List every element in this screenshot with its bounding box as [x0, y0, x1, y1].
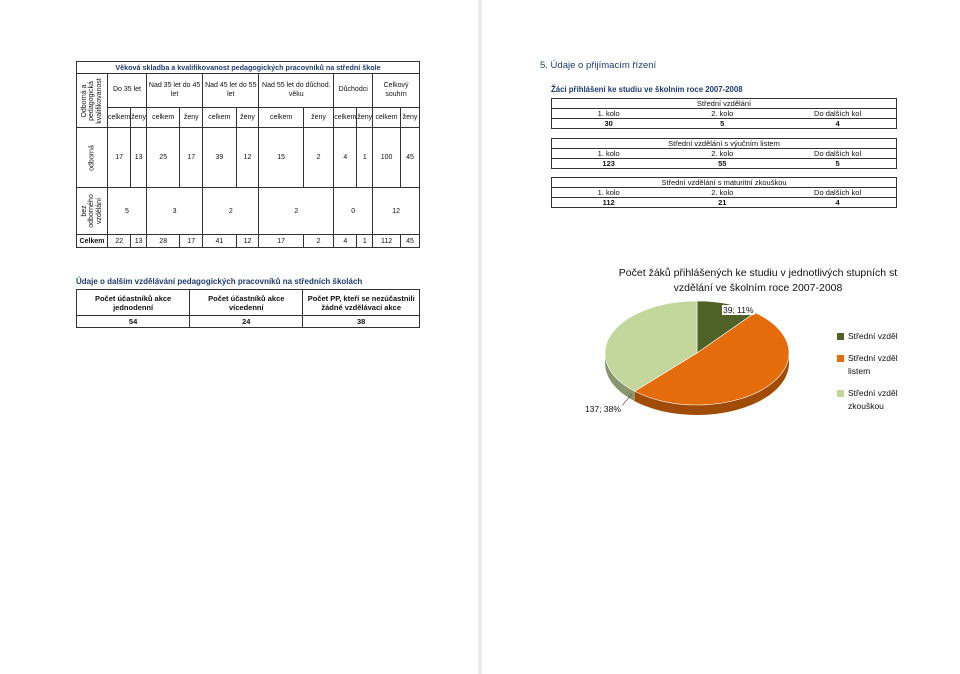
legend-label: Střední vzděl zkouškou — [848, 388, 898, 411]
table-cell: 13 — [131, 235, 147, 248]
sub-header: celkem — [373, 108, 401, 128]
table-cell: 5 — [665, 119, 779, 129]
legend-item — [837, 352, 908, 378]
sub-header: celkem — [108, 108, 131, 128]
table-cell: 5 — [779, 159, 896, 169]
table-cell: 123 — [552, 159, 666, 169]
table-cell: 2 — [303, 235, 333, 248]
table-cell: 17 — [259, 235, 303, 248]
training-table-title: Údaje o dalším vzdělávání pedagogických pracovníků na středních školách — [76, 277, 363, 286]
column-header: Do dalších kol — [779, 188, 896, 198]
table-cell: 2 — [203, 188, 259, 235]
table-cell: 12 — [373, 188, 420, 235]
row-label: odborná — [77, 128, 108, 188]
table-cell: 28 — [146, 235, 179, 248]
column-header: Nad 55 let do důchod. věku — [259, 74, 334, 108]
column-header: Nad 35 let do 45 let — [146, 74, 202, 108]
legend-item — [837, 387, 908, 413]
table-cell: 21 — [665, 198, 779, 208]
table-cell: 4 — [334, 128, 357, 188]
table-cell: 45 — [400, 235, 419, 248]
table-cell: 0 — [334, 188, 373, 235]
table-cell: 1 — [357, 128, 373, 188]
table-cell: 12 — [236, 128, 259, 188]
column-header: 2. kolo — [665, 109, 779, 119]
sub-header: celkem — [259, 108, 303, 128]
table-cell: 24 — [190, 316, 303, 328]
column-header: Celkový souhrn — [373, 74, 420, 108]
column-header: 2. kolo — [665, 149, 779, 159]
table-cell: 55 — [665, 159, 779, 169]
column-header: Počet účastníků akce jednodenní — [77, 290, 190, 316]
column-header: 1. kolo — [552, 149, 666, 159]
section-title: 5. Údaje o přijímacím řízení — [540, 60, 657, 71]
total-label: Celkem — [77, 235, 108, 248]
column-header: Důchodci — [334, 74, 373, 108]
table-cell: 30 — [552, 119, 666, 129]
sub-header: ženy — [131, 108, 147, 128]
table-cell: 1 — [357, 235, 373, 248]
chart-title: Počet žáků přihlášených ke studiu v jednotlivých stupních st vzdělání ve školním roce 2007-2008 — [618, 267, 898, 294]
table-cell: 2 — [259, 188, 334, 235]
column-header: Do dalších kol — [779, 109, 896, 119]
legend-label: Střední vzděl — [848, 331, 898, 341]
column-header: Počet účastníků akce vícedenní — [190, 290, 303, 316]
row-label: bez odborného vzdělání — [77, 188, 108, 235]
column-header: Do dalších kol — [779, 149, 896, 159]
table-cell: 13 — [131, 128, 147, 188]
table-cell: 15 — [259, 128, 303, 188]
column-header: Nad 45 let do 55 let — [203, 74, 259, 108]
table-cell: 5 — [108, 188, 147, 235]
table-cell: 4 — [334, 235, 357, 248]
sub-header: celkem — [334, 108, 357, 128]
table-cell: 45 — [400, 128, 419, 188]
sub-header: ženy — [180, 108, 203, 128]
sub-header: ženy — [357, 108, 373, 128]
table-title: Střední vzdělání s výučním listem — [552, 139, 897, 149]
table-cell: 17 — [180, 235, 203, 248]
table-title: Střední vzdělání s maturitní zkouškou — [552, 178, 897, 188]
staff-table-title: Věková skladba a kvalifikovanost pedagogických pracovníků na střední škole — [77, 62, 420, 74]
table-cell: 2 — [303, 128, 333, 188]
admissions-subtitle: Žáci přihlášení ke studiu ve školním roce 2007-2008 — [551, 85, 743, 94]
sub-header: celkem — [146, 108, 179, 128]
data-label: 39; 11% — [723, 305, 754, 315]
table-cell: 12 — [236, 235, 259, 248]
table-cell: 3 — [146, 188, 202, 235]
corner-header: Odborná a pedagogická kvalifikovanost — [77, 74, 108, 128]
sub-header: celkem — [203, 108, 236, 128]
table-cell: 41 — [203, 235, 236, 248]
column-header: Počet PP, kteří se nezúčastnili žádné vzdělávací akce — [303, 290, 420, 316]
sub-header: ženy — [303, 108, 333, 128]
table-cell: 100 — [373, 128, 401, 188]
legend-swatch — [837, 390, 844, 397]
table-cell: 22 — [108, 235, 131, 248]
legend-swatch — [837, 333, 844, 340]
data-label: 137; 38% — [585, 404, 621, 414]
table-cell: 25 — [146, 128, 179, 188]
legend-label: Střední vzděl listem — [848, 353, 898, 376]
table-title: Střední vzdělání — [552, 99, 897, 109]
legend-item — [837, 330, 908, 343]
column-header: 2. kolo — [665, 188, 779, 198]
table-cell: 112 — [373, 235, 401, 248]
chart-legend — [837, 330, 908, 422]
table-cell: 17 — [108, 128, 131, 188]
table-cell: 54 — [77, 316, 190, 328]
table-cell: 4 — [779, 198, 896, 208]
table-cell: 17 — [180, 128, 203, 188]
sub-header: ženy — [236, 108, 259, 128]
sub-header: ženy — [400, 108, 419, 128]
table-cell: 112 — [552, 198, 666, 208]
table-cell: 38 — [303, 316, 420, 328]
table-cell: 39 — [203, 128, 236, 188]
table-cell: 4 — [779, 119, 896, 129]
column-header: Do 35 let — [108, 74, 147, 108]
column-header: 1. kolo — [552, 188, 666, 198]
legend-swatch — [837, 355, 844, 362]
column-header: 1. kolo — [552, 109, 666, 119]
